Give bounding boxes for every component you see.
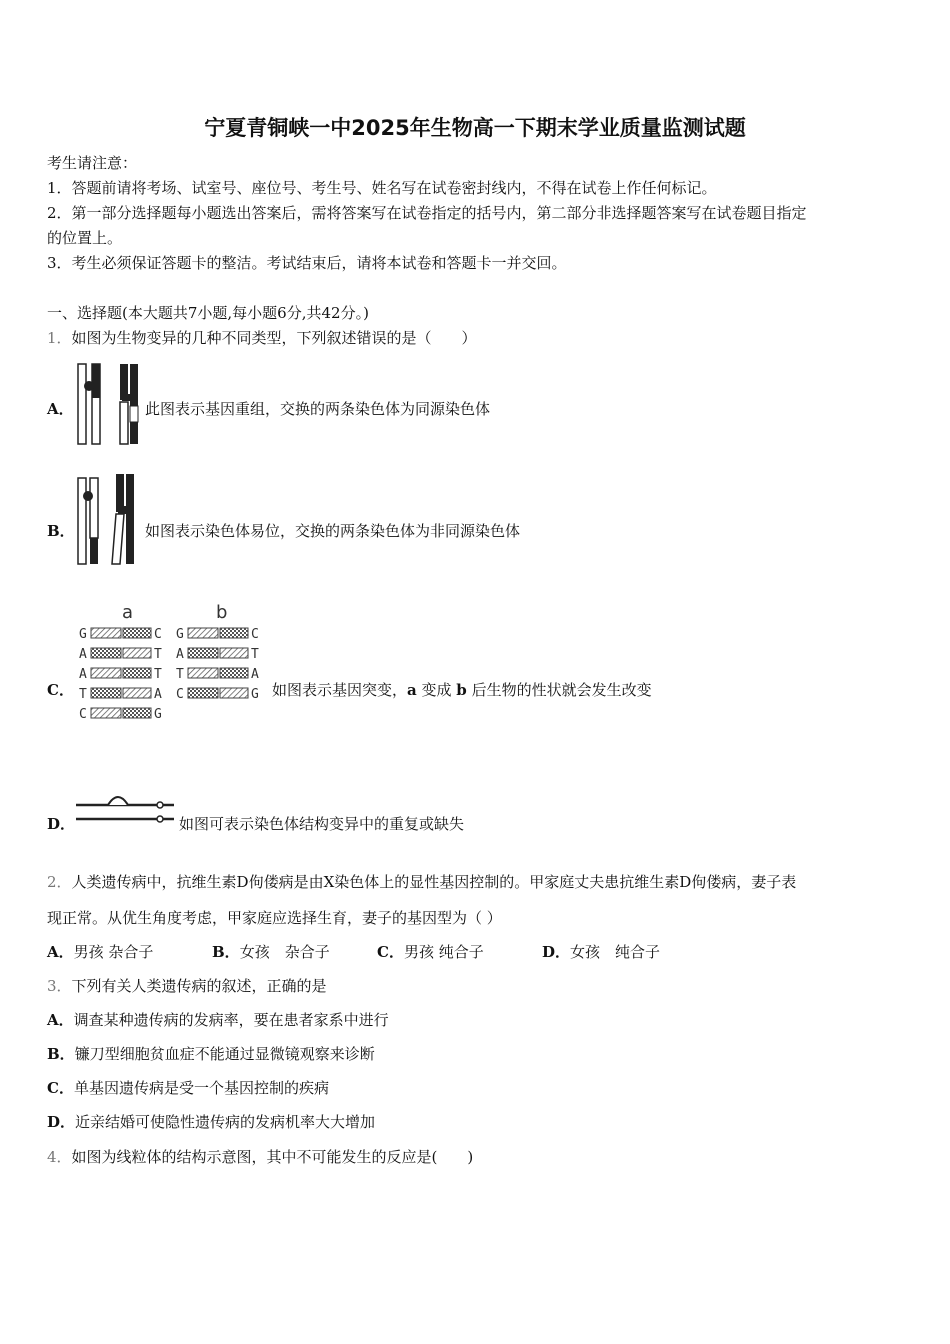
strand-a-left-base: T [79, 687, 87, 702]
strand-a-base-block [123, 628, 151, 638]
section-heading: 一、选择题(本大题共7小题,每小题6分,共42分。) [47, 304, 369, 322]
question-3 [47, 975, 327, 996]
strand-a-base-block [123, 688, 151, 698]
question-number: 2． [47, 873, 72, 891]
question-2 [47, 871, 796, 892]
option-letter: A． [47, 943, 74, 961]
question-number: 4． [47, 1148, 72, 1166]
strand-b-base-block [220, 628, 248, 638]
question-number: 3． [47, 977, 72, 995]
option-d [542, 941, 660, 962]
strand-a-base-block [91, 648, 121, 658]
option-letter-a: A． [47, 400, 74, 418]
option-d [47, 1111, 375, 1132]
strand-a-right-base: A [154, 687, 162, 702]
question-number: 1． [47, 329, 72, 347]
option-a [47, 1009, 389, 1030]
strand-b-base-block [220, 668, 248, 678]
strand-a-base-block [123, 708, 151, 718]
notice-heading: 考生请注意： [47, 154, 138, 172]
translocation-figure [74, 472, 144, 568]
option-letter: C． [47, 1079, 74, 1097]
strand-b-base-block [188, 688, 218, 698]
option-b [47, 1043, 375, 1064]
question-1 [47, 327, 477, 348]
option-text: 女孩 杂合子 [239, 943, 330, 961]
strand-b-right-base: T [251, 647, 259, 662]
option-text: 调查某种遗传病的发病率，要在患者家系中进行 [73, 1011, 389, 1029]
option-a [47, 941, 153, 962]
notice-item: 3．考生必须保证答题卡的整洁。考试结束后，请将本试卷和答题卡一并交回。 [47, 254, 567, 272]
strand-b-base-block [188, 628, 218, 638]
strand-a-right-base: G [154, 707, 162, 722]
question-4 [47, 1146, 473, 1167]
option-letter: C． [377, 943, 404, 961]
option-letter: D． [47, 1113, 76, 1131]
question-2-cont: 现正常。从优生角度考虑，甲家庭应选择生育，妻子的基因型为（ ） [47, 909, 502, 927]
strand-a-base-block [123, 668, 151, 678]
strand-b-right-base: C [251, 627, 259, 642]
strand-a-base-block [123, 648, 151, 658]
option-letter-c: C． [47, 681, 74, 699]
strand-a-left-base: C [79, 707, 87, 722]
strand-a-left-base: A [79, 667, 87, 682]
option-c [377, 941, 484, 962]
question-stem: 如图为线粒体的结构示意图，其中不可能发生的反应是( ) [71, 1148, 474, 1166]
option-text-c: 如图表示基因突变，a 变成 b 后生物的性状就会发生改变 [272, 681, 652, 699]
strand-a-right-base: C [154, 627, 162, 642]
option-text-a: 此图表示基因重组，交换的两条染色体为同源染色体 [145, 400, 491, 418]
strand-b-base-block [220, 648, 248, 658]
strand-b-left-base: A [176, 647, 184, 662]
option-letter-b: B． [47, 522, 75, 540]
strand-a-left-base: A [79, 647, 87, 662]
strand-b-left-base: C [176, 687, 184, 702]
notice-item: 2．第一部分选择题每小题选出答案后，需将答案写在试卷指定的括号内，第二部分非选择题答案写在试卷题目指定 [47, 204, 807, 222]
gene-recombination-figure [74, 362, 144, 448]
strand-b-base-block [188, 668, 218, 678]
option-letter: A． [47, 1011, 74, 1029]
question-stem: 下列有关人类遗传病的叙述，正确的是 [71, 977, 327, 995]
option-text-b: 如图表示染色体易位，交换的两条染色体为非同源染色体 [145, 522, 521, 540]
option-c [47, 1077, 329, 1098]
option-b [212, 941, 330, 962]
notice-item: 的位置上。 [47, 229, 123, 247]
strand-a-left-base: G [79, 627, 87, 642]
option-letter: B． [212, 943, 240, 961]
chromosome-loop-figure [74, 791, 178, 827]
strand-a-right-base: T [154, 667, 162, 682]
gene-mutation-figure [76, 600, 271, 755]
question-stem: 人类遗传病中，抗维生素D佝偻病是由X染色体上的显性基因控制的。甲家庭丈夫患抗维生素D佝偻病，妻子表 [71, 873, 797, 891]
option-letter-d: D． [47, 815, 76, 833]
strand-label-a: a [122, 602, 134, 623]
option-text: 男孩 杂合子 [73, 943, 154, 961]
strand-b-left-base: G [176, 627, 184, 642]
strand-b-left-base: T [176, 667, 184, 682]
option-text: 男孩 纯合子 [403, 943, 484, 961]
option-text: 镰刀型细胞贫血症不能通过显微镜观察来诊断 [74, 1045, 375, 1063]
strand-b-base-block [188, 648, 218, 658]
strand-b-right-base: G [251, 687, 259, 702]
strand-a-base-block [91, 688, 121, 698]
strand-a-base-block [91, 628, 121, 638]
option-letter: D． [542, 943, 571, 961]
strand-a-right-base: T [154, 647, 162, 662]
strand-b-base-block [220, 688, 248, 698]
strand-label-b: b [216, 602, 228, 623]
page-title: 宁夏青铜峡一中2025年生物高一下期末学业质量监测试题 [204, 116, 746, 140]
option-text: 近亲结婚可使隐性遗传病的发病机率大大增加 [75, 1113, 376, 1131]
strand-b-right-base: A [251, 667, 259, 682]
strand-a-base-block [91, 668, 121, 678]
option-text: 单基因遗传病是受一个基因控制的疾病 [73, 1079, 329, 1097]
option-text-d: 如图可表示染色体结构变异中的重复或缺失 [179, 815, 465, 833]
strand-a-base-block [91, 708, 121, 718]
option-text: 女孩 纯合子 [570, 943, 661, 961]
question-stem: 如图为生物变异的几种不同类型，下列叙述错误的是（ ） [71, 329, 477, 347]
notice-item: 1．答题前请将考场、试室号、座位号、考生号、姓名写在试卷密封线内，不得在试卷上作任何标记。 [47, 179, 717, 197]
option-letter: B． [47, 1045, 75, 1063]
